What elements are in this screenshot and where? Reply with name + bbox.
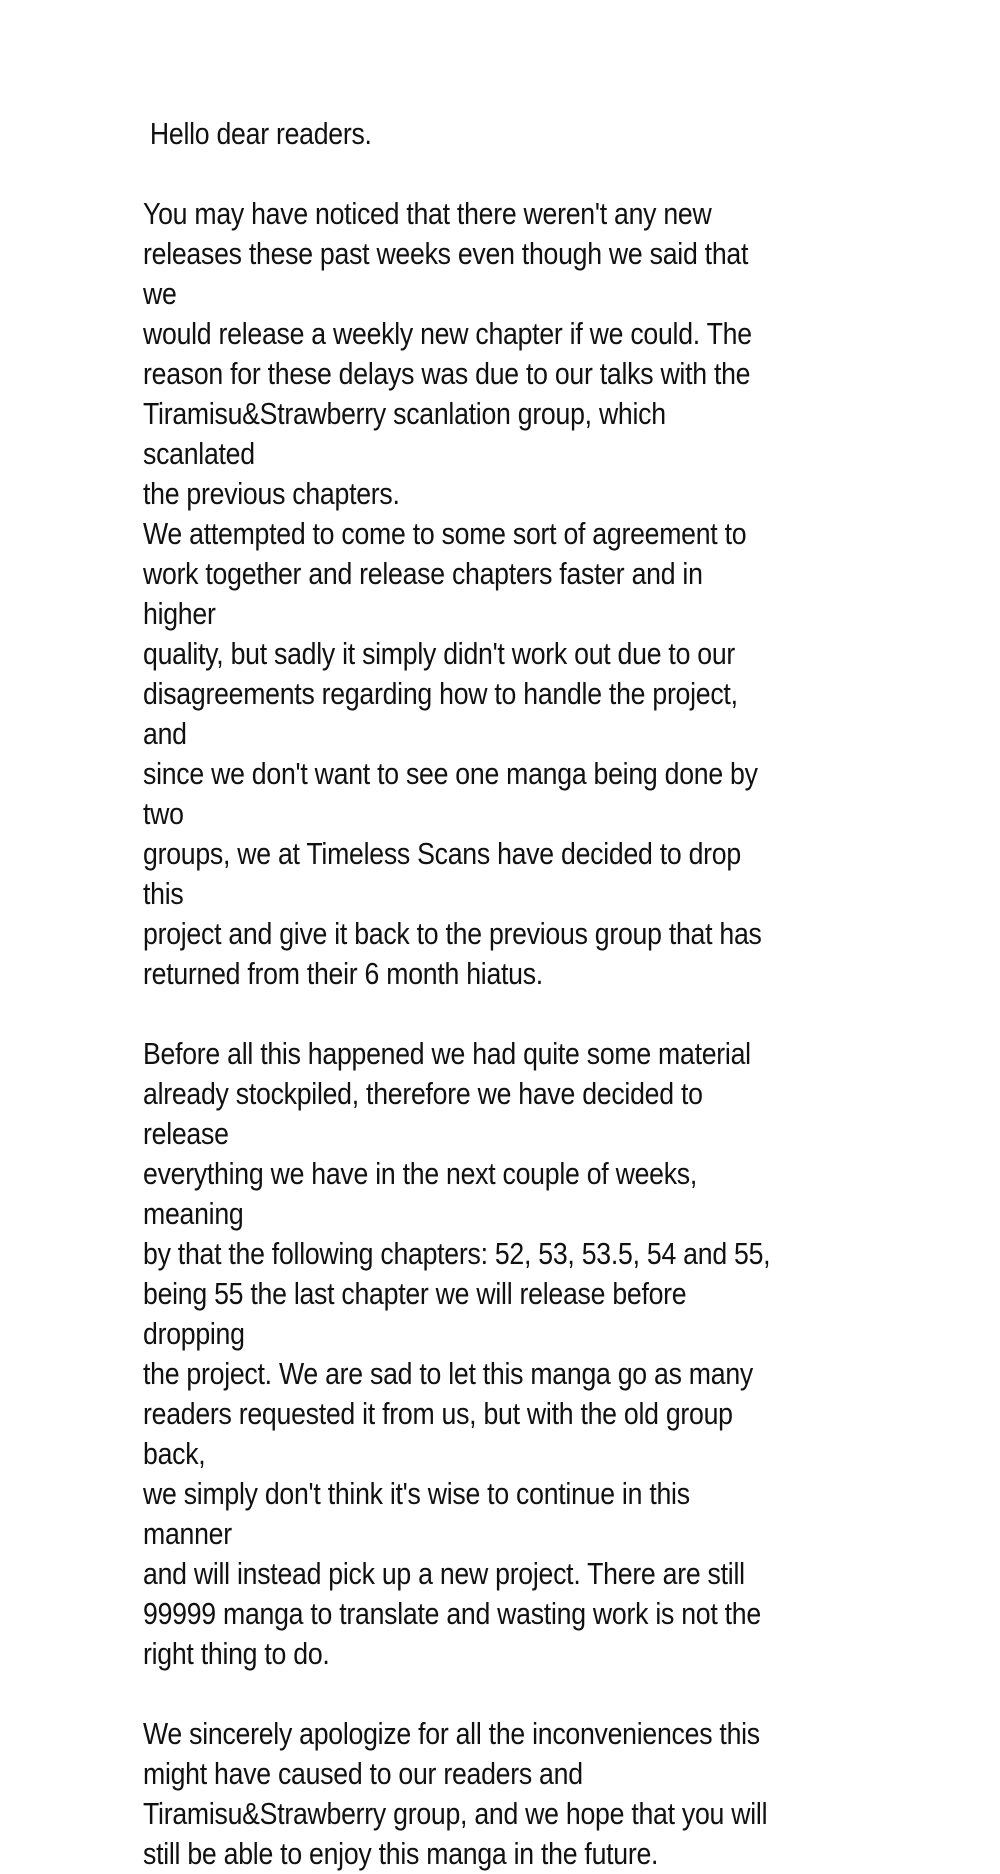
text-line: still be able to enjoy this manga in the future.: [143, 1836, 659, 1871]
text-line: the project. We are sad to let this manga go as many: [143, 1356, 753, 1391]
text-line: 99999 manga to translate and wasting work is not the: [143, 1596, 761, 1631]
text-line: groups, we at Timeless Scans have decided to drop this: [143, 836, 741, 911]
text-line: Tiramisu&Strawberry group, and we hope that you will: [143, 1796, 768, 1831]
paragraph-gap: [143, 994, 779, 1034]
text-line: readers requested it from us, but with the old group back,: [143, 1396, 733, 1471]
text-line: You may have noticed that there weren't any new: [143, 196, 712, 231]
text-line: we simply don't think it's wise to continue in this manner: [143, 1476, 690, 1551]
paragraph-4: [143, 1714, 779, 1874]
paragraph-3: [143, 1034, 779, 1674]
text-line: the previous chapters.: [143, 476, 400, 511]
text-line: right thing to do.: [143, 1636, 330, 1671]
paragraph-1: [143, 194, 779, 514]
paragraph-gap: [143, 1674, 779, 1714]
text-line: project and give it back to the previous group that has: [143, 916, 762, 951]
text-line: and will instead pick up a new project. There are still: [143, 1556, 745, 1591]
text-line: might have caused to our readers and: [143, 1756, 583, 1791]
text-line: releases these past weeks even though we said that we: [143, 236, 749, 311]
text-line: disagreements regarding how to handle the project, and: [143, 676, 738, 751]
greeting-line: Hello dear readers.: [149, 116, 372, 151]
text-line: work together and release chapters faster and in higher: [143, 556, 703, 631]
paragraph-2: [143, 514, 779, 994]
text-line: We sincerely apologize for all the inconveniences this: [143, 1716, 760, 1751]
text-line: being 55 the last chapter we will release before dropping: [143, 1276, 687, 1351]
text-line: already stockpiled, therefore we have decided to release: [143, 1076, 703, 1151]
paragraph-gap: [143, 154, 779, 194]
text-line: reason for these delays was due to our talks with the: [143, 356, 751, 391]
text-line: since we don't want to see one manga being done by two: [143, 756, 758, 831]
text-line: would release a weekly new chapter if we could. The: [143, 316, 752, 351]
text-line: quality, but sadly it simply didn't work out due to our: [143, 636, 736, 671]
text-line: by that the following chapters: 52, 53, 53.5, 54 and 55,: [143, 1236, 771, 1271]
text-line: returned from their 6 month hiatus.: [143, 956, 543, 991]
text-line: Before all this happened we had quite some material: [143, 1036, 751, 1071]
text-line: Tiramisu&Strawberry scanlation group, which scanlated: [143, 396, 666, 471]
notice-text: [143, 114, 779, 1874]
text-line: everything we have in the next couple of weeks, meaning: [143, 1156, 698, 1231]
text-line: We attempted to come to some sort of agreement to: [143, 516, 747, 551]
